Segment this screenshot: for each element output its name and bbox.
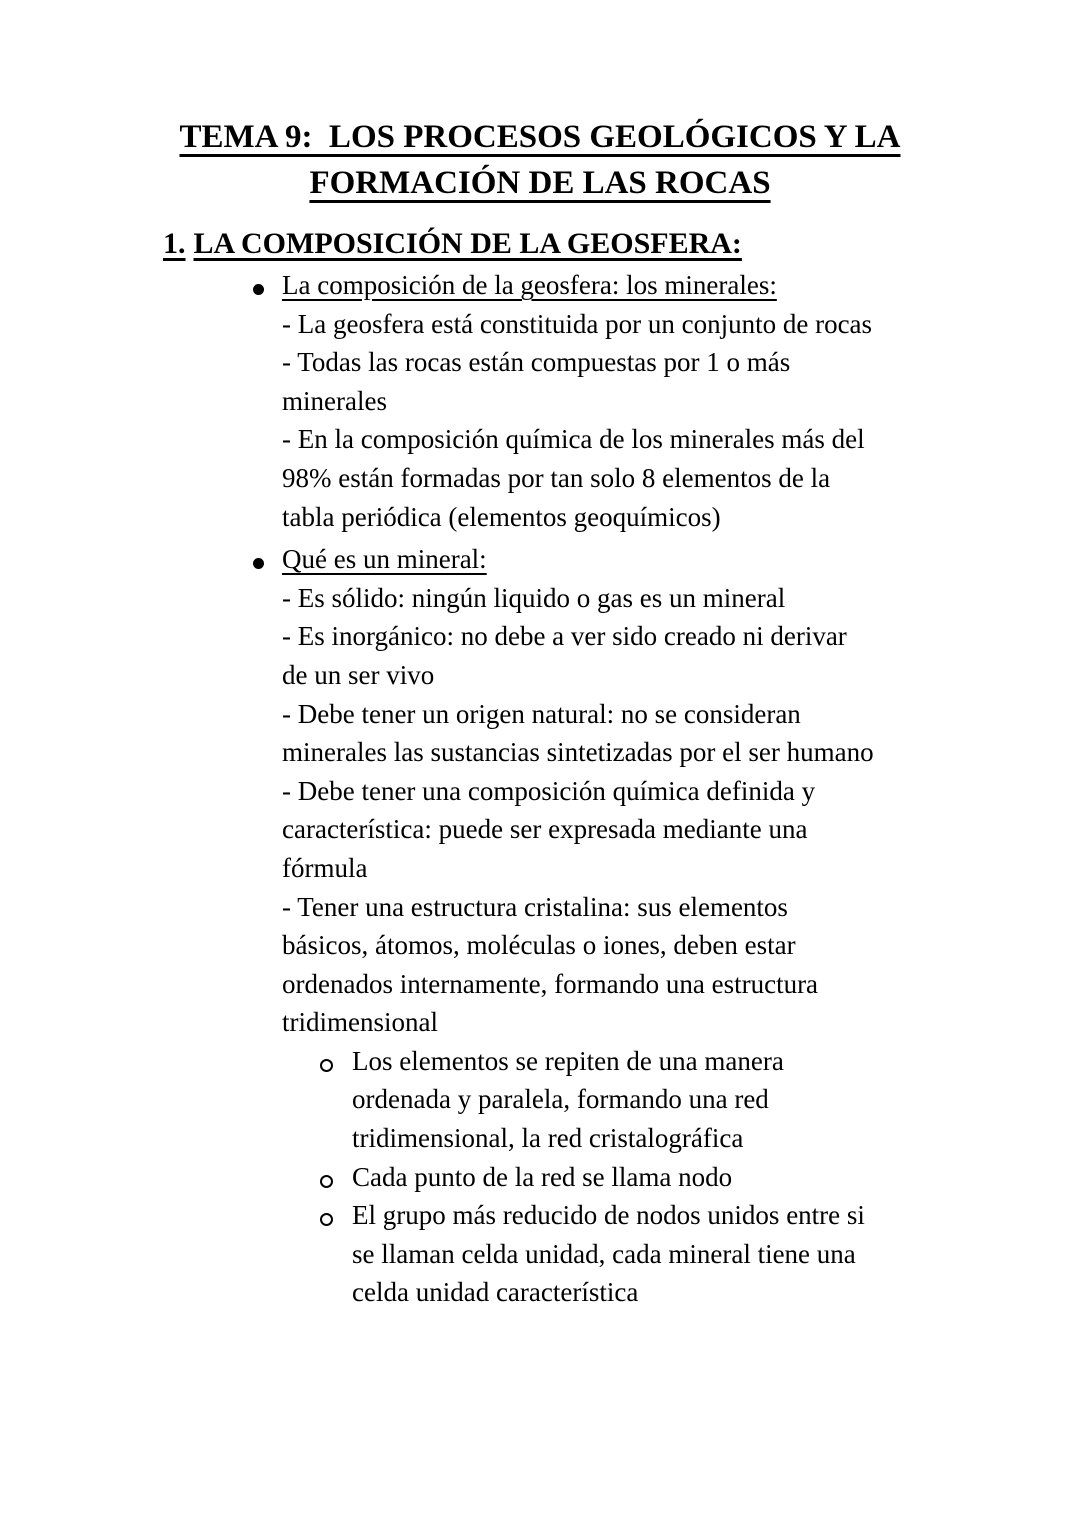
text-line: ordenados internamente, formando una estructura — [282, 968, 819, 999]
text-line: minerales las sustancias sintetizadas por el ser humano — [282, 737, 874, 768]
text-line: tridimensional, la red cristalográfica — [352, 1123, 744, 1154]
text-line: - La geosfera está constituida por un conjunto de rocas — [282, 308, 873, 339]
text-line: característica: puede ser expresada mediante una — [282, 814, 808, 845]
text-line: 98% están formadas por tan solo 8 elementos de la — [282, 462, 831, 493]
text-line: - Es inorgánico: no debe a ver sido creado ni derivar — [282, 621, 847, 652]
title-line-1-wrap — [163, 114, 917, 160]
list-item-que-es-un-mineral — [282, 540, 1080, 1312]
bullet-heading — [282, 540, 1080, 579]
text-line: El grupo más reducido de nodos unidos entre si — [352, 1200, 865, 1231]
text-line: - Tener una estructura cristalina: sus elementos — [282, 891, 788, 922]
sub-list-item — [282, 1196, 1080, 1312]
text-line: se llaman celda unidad, cada mineral tiene una — [352, 1238, 856, 1269]
title-line-1: TEMA 9: LOS PROCESOS GEOLÓGICOS Y LA — [179, 119, 901, 155]
text-line: celda unidad característica — [352, 1277, 639, 1308]
text-line: - Es sólido: ningún liquido o gas es un mineral — [282, 582, 786, 613]
text-line: - En la composición química de los minerales más del — [282, 424, 865, 455]
sub-list-item — [282, 1158, 1080, 1197]
title-line-2: FORMACIÓN DE LAS ROCAS — [309, 165, 771, 201]
text-line: Los elementos se repiten de una manera — [352, 1045, 784, 1076]
text-line: tabla periódica (elementos geoquímicos) — [282, 501, 721, 532]
text-line: - Todas las rocas están compuestas por 1 o más — [282, 347, 791, 378]
text-line: de un ser vivo — [282, 659, 435, 690]
bullet-content — [282, 266, 1080, 536]
bullet-content — [282, 540, 1080, 1312]
text-line: tridimensional — [282, 1007, 438, 1038]
section-title: LA COMPOSICIÓN DE LA GEOSFERA: — [193, 227, 742, 260]
open-circle-bullet-icon — [320, 1059, 333, 1072]
text-line: minerales — [282, 385, 387, 416]
filled-circle-bullet-icon — [253, 284, 264, 295]
section-number: 1. — [163, 227, 186, 260]
text-line: ordenada y paralela, formando una red — [352, 1084, 769, 1115]
list-item-minerales — [282, 266, 1080, 536]
bullet-heading-text: Qué es un mineral: — [282, 544, 487, 575]
text-line: - Debe tener una composición química definida y — [282, 775, 816, 806]
text-line: - Debe tener un origen natural: no se consideran — [282, 698, 801, 729]
document-title — [163, 114, 917, 206]
section-heading — [163, 224, 1080, 264]
text-line: básicos, átomos, moléculas o iones, deben estar — [282, 930, 796, 961]
filled-circle-bullet-icon — [253, 558, 264, 569]
open-circle-bullet-icon — [320, 1213, 333, 1226]
sub-list-item — [282, 1042, 1080, 1158]
text-line: Cada punto de la red se llama nodo — [352, 1161, 733, 1192]
title-line-2-wrap — [163, 160, 917, 206]
sub-bullet-list — [282, 1042, 1080, 1312]
bullet-heading — [282, 266, 1080, 305]
open-circle-bullet-icon — [320, 1175, 333, 1188]
bullet-list — [282, 266, 1080, 1312]
text-line: fórmula — [282, 852, 368, 883]
bullet-heading-text: La composición de la geosfera: los minerales: — [282, 270, 777, 300]
